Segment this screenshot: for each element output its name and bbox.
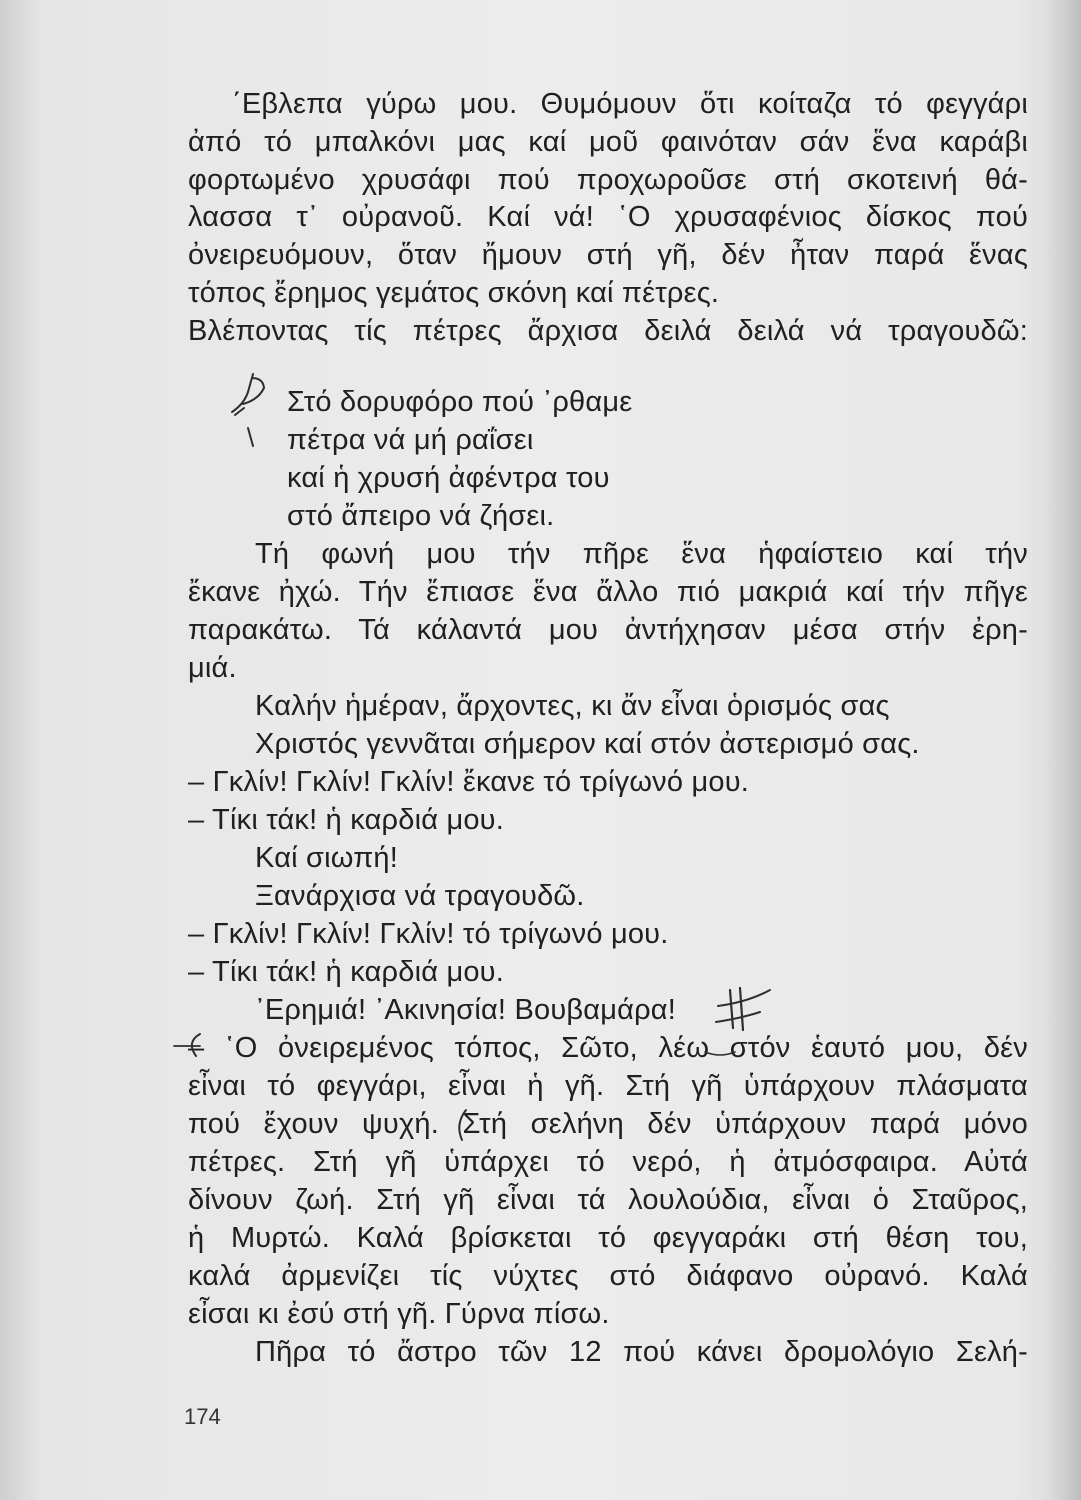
text-line: ἡ Μυρτώ. Καλά βρίσκεται τό φεγγαράκι στή θέση του, <box>188 1222 1028 1254</box>
text-line: καλά ἀρμενίζει τίς νύχτες στό διάφανο οὐρανό. Καλά <box>188 1260 1028 1292</box>
pencil-hash-mark-4 <box>716 1012 760 1022</box>
text-line: Βλέποντας τίς πέτρες ἄρχισα δειλά δειλά νά τραγουδῶ: <box>188 315 1028 347</box>
dialogue-line: – Τίκι τάκ! ἡ καρδιά μου. <box>188 804 504 836</box>
text-line: ᾿Ερημιά! ᾿Ακινησία! Βουβαμάρα! <box>255 994 677 1026</box>
text-line: – ῾Ο ὀνειρεμένος τόπος, Σῶτο, λέω στόν ἑαυτό μου, δέν <box>188 1032 1028 1064</box>
poem-line: καί ἡ χρυσή ἀφέντρα του <box>287 462 610 494</box>
dialogue-line: – Τίκι τάκ! ἡ καρδιά μου. <box>188 956 504 988</box>
text-line: μιά. <box>188 652 237 684</box>
text-line: ἀπό τό μπαλκόνι μας καί μοῦ φαινόταν σάν ἕνα καράβι <box>188 126 1028 158</box>
text-line: πέτρες. Στή γῆ ὑπάρχει τό νερό, ἡ ἀτμόσφαιρα. Αὐτά <box>188 1146 1028 1178</box>
text-line: Πῆρα τό ἄστρο τῶν 12 πού κάνει δρομολόγιο Σελή- <box>255 1336 1028 1368</box>
carol-line: Καλήν ἡμέραν, ἄρχοντες, κι ἄν εἶναι ὁρισμός σας <box>255 690 890 722</box>
text-line: ἔκανε ἠχώ. Τήν ἔπιασε ἕνα ἄλλο πιό μακριά καί τήν πῆγε <box>188 576 1028 608</box>
poem-line: στό ἄπειρο νά ζήσει. <box>287 500 555 532</box>
text-line: Καί σιωπή! <box>255 842 399 874</box>
text-line: φορτωμένο χρυσάφι πού προχωροῦσε στή σκοτεινή θά- <box>188 164 1028 196</box>
text-line: λασσα τ᾿ οὐρανοῦ. Καί νά! ῾Ο χρυσαφένιος δίσκος πού <box>188 201 1028 233</box>
dialogue-line: – Γκλίν! Γκλίν! Γκλίν! τό τρίγωνό μου. <box>188 918 669 950</box>
pencil-hash-mark-3 <box>718 990 770 1006</box>
pencil-mark-poem-start <box>232 374 264 446</box>
pencil-hash-mark-2 <box>740 988 743 1030</box>
pencil-hash-mark-1 <box>730 990 733 1028</box>
text-line: πού ἔχουν ψυχή. Στή σελήνη δέν ὑπάρχουν παρά μόνο <box>188 1108 1028 1140</box>
text-line: ὀνειρευόμουν, ὅταν ἤμουν στή γῆ, δέν ἦταν παρά ἕνας <box>188 239 1028 271</box>
text-line: τόπος ἔρημος γεμάτος σκόνη καί πέτρες. <box>188 277 720 309</box>
text-line: Τή φωνή μου τήν πῆρε ἕνα ἡφαίστειο καί τήν <box>255 538 1028 570</box>
text-line: Ξανάρχισα νά τραγουδῶ. <box>255 880 585 912</box>
dialogue-line: – Γκλίν! Γκλίν! Γκλίν! ἔκανε τό τρίγωνό μου. <box>188 766 750 798</box>
text-line: δίνουν ζωή. Στή γῆ εἶναι τά λουλούδια, εἶναι ὁ Σταῦρος, <box>188 1184 1028 1216</box>
poem-line: πέτρα νά μή ραΐσει <box>287 424 534 456</box>
text-line: ΄Εβλεπα γύρω μου. Θυμόμουν ὅτι κοίταζα τό φεγγάρι <box>232 88 1028 120</box>
text-line: εἶσαι κι ἐσύ στή γῆ. Γύρνα πίσω. <box>188 1298 610 1330</box>
page-edge-shadow <box>1043 0 1081 1500</box>
carol-line: Χριστός γεννᾶται σήμερον καί στόν ἀστερισμό σας. <box>255 728 920 760</box>
text-line: εἶναι τό φεγγάρι, εἶναι ἡ γῆ. Στή γῆ ὑπάρχουν πλάσματα <box>188 1070 1028 1102</box>
poem-line: Στό δορυφόρο πού ᾿ρθαμε <box>287 386 633 418</box>
text-line: παρακάτω. Τά κάλαντά μου ἀντήχησαν μέσα στήν ἐρη- <box>188 614 1028 646</box>
page-number: 174 <box>184 1404 221 1429</box>
